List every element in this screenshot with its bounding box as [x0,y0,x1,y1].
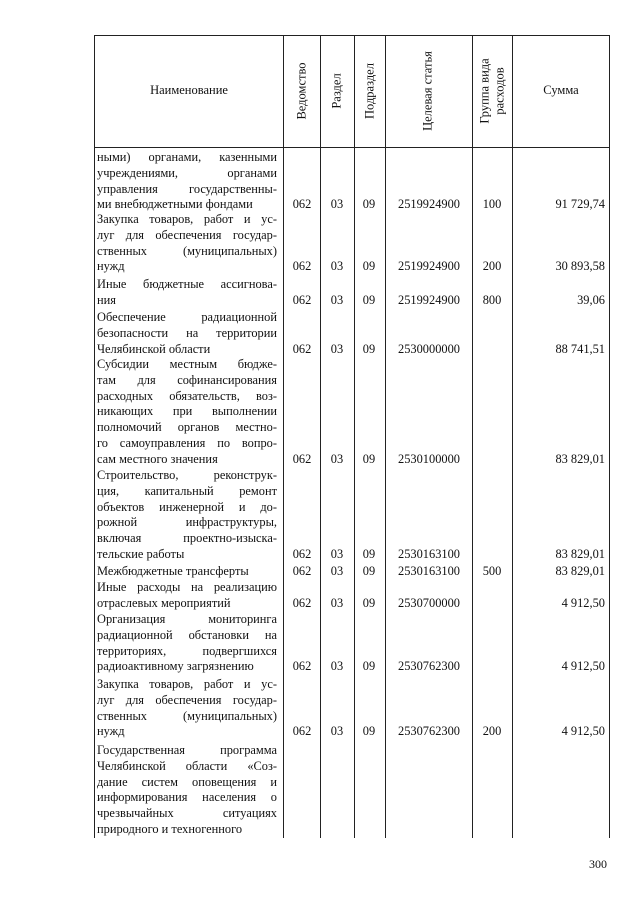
col-line-3 [354,35,355,838]
row-name-line: полномочий органов местно- [97,420,277,435]
row-name-line: отраслевых мероприятий [97,595,231,610]
header-vedomstvo: Ведомство [294,62,309,120]
row-name-line: Организация мониторинга [97,612,277,626]
row-name-line: никающих при выполнении [97,404,277,419]
header-celevaya-statya: Целевая статья [420,51,435,131]
col-line-4 [385,35,386,838]
row-podrazdel: 09 [362,724,376,739]
row-razdel: 03 [330,259,344,274]
header-razdel: Раздел [329,73,344,109]
row-name-line: чрезвычайных ситуациях [97,806,277,821]
row-gruppa: 200 [482,724,502,739]
row-razdel: 03 [330,547,344,561]
row-celevaya-statya: 2530163100 [398,547,460,561]
row-name-line: расходных обязательств, воз- [97,388,277,403]
header-bottom-line [94,147,610,148]
row-name [97,612,277,675]
row-name-line: Челябинской области [97,341,211,356]
row-name [97,212,277,275]
row-name-line: луг для обеспечения государ- [97,692,277,707]
page-number: 300 [589,857,607,871]
row-name-line: Межбюджетные трансферты [97,564,249,578]
row-vedomstvo: 062 [292,259,312,274]
row-celevaya-statya: 2530700000 [398,595,460,610]
col-line-0 [94,35,95,838]
row-gruppa: 100 [482,197,502,212]
row-name-line: тельские работы [97,546,185,561]
row-podrazdel: 09 [362,659,376,674]
row-celevaya-statya: 2530762300 [398,659,460,674]
row-name-line: территориях, подвергшихся [97,643,277,658]
row-summa: 91 729,74 [555,197,605,212]
header-podrazdel: Подраздел [362,63,377,119]
col-line-7 [609,35,610,838]
row-name-line: го самоуправления по вопро- [97,435,277,450]
row-celevaya-statya: 2530762300 [398,724,460,739]
row-vedomstvo: 062 [292,564,312,578]
row-summa: 83 829,01 [555,564,605,578]
row-name-line: ственных (муниципальных) [97,708,277,723]
row-name-line: информирования населения о [97,790,277,805]
row-name-line: Иные бюджетные ассигнова- [97,277,277,291]
row-name-line: включая проектно-изыска- [97,531,277,546]
row-podrazdel: 09 [362,341,376,356]
row-name-line: ния [97,292,116,307]
row-name-line: Закупка товаров, работ и ус- [97,212,277,226]
header-gruppa-line1: Группа вида [477,58,492,124]
row-podrazdel: 09 [362,547,376,561]
row-vedomstvo: 062 [292,341,312,356]
row-name-line: управления государственны- [97,181,277,196]
row-name-line: ными) органами, казенными [97,150,277,164]
row-celevaya-statya: 2519924900 [398,259,460,274]
row-name-line: луг для обеспечения государ- [97,227,277,242]
row-name-line: Обеспечение радиационной [97,310,277,324]
row-name [97,564,277,580]
row-celevaya-statya: 2530100000 [398,451,460,466]
row-celevaya-statya: 2519924900 [398,292,460,307]
row-razdel: 03 [330,595,344,610]
row-celevaya-statya: 2530000000 [398,341,460,356]
row-name-line: рожной инфраструктуры, [97,515,277,530]
row-name [97,468,277,563]
row-name-line: учреждениями, органами [97,165,277,180]
row-gruppa: 200 [482,259,502,274]
row-name [97,150,277,213]
row-vedomstvo: 062 [292,659,312,674]
row-vedomstvo: 062 [292,197,312,212]
row-name-line: природного и техногенного [97,821,243,836]
row-name [97,277,277,309]
row-name [97,677,277,740]
row-razdel: 03 [330,564,344,578]
row-name-line: сам местного значения [97,451,218,466]
col-line-1 [283,35,284,838]
row-vedomstvo: 062 [292,595,312,610]
row-name [97,743,277,838]
header-name: Наименование [150,83,228,97]
row-podrazdel: 09 [362,197,376,212]
row-name-line: Закупка товаров, работ и ус- [97,677,277,691]
row-celevaya-statya: 2519924900 [398,197,460,212]
row-summa: 30 893,58 [555,259,605,274]
row-summa: 4 912,50 [561,659,605,674]
row-name-line: Челябинской области «Соз- [97,758,277,773]
row-vedomstvo: 062 [292,724,312,739]
row-razdel: 03 [330,724,344,739]
row-summa: 39,06 [577,292,605,307]
row-name-line: Иные расходы на реализацию [97,580,277,594]
row-gruppa: 500 [482,564,502,578]
row-vedomstvo: 062 [292,451,312,466]
col-line-2 [320,35,321,838]
row-name-line: Строительство, реконструк- [97,468,277,482]
row-razdel: 03 [330,292,344,307]
row-name-line: нужд [97,259,125,274]
row-name-line: Государственная программа [97,743,277,757]
row-name-line: ция, капитальный ремонт [97,483,277,498]
row-name [97,357,277,468]
col-line-5 [472,35,473,838]
row-name-line: ственных (муниципальных) [97,243,277,258]
row-name-line: Субсидии местным бюдже- [97,357,277,371]
row-vedomstvo: 062 [292,292,312,307]
row-name-line: там для софинансирования [97,372,277,387]
row-razdel: 03 [330,659,344,674]
row-name [97,310,277,357]
row-name-line: радиационной обстановки на [97,627,277,642]
row-vedomstvo: 062 [292,547,312,561]
row-name-line: дание систем оповещения и [97,774,277,789]
row-name-line: радиоактивному загрязнению [97,659,254,674]
row-name-line: нужд [97,724,125,739]
col-line-6 [512,35,513,838]
row-name-line: безопасности на территории [97,325,277,340]
row-podrazdel: 09 [362,564,376,578]
row-podrazdel: 09 [362,451,376,466]
row-summa: 88 741,51 [555,341,605,356]
row-celevaya-statya: 2530163100 [398,564,460,578]
row-summa: 4 912,50 [561,724,605,739]
row-summa: 83 829,01 [555,547,605,561]
row-summa: 4 912,50 [561,595,605,610]
row-razdel: 03 [330,451,344,466]
row-podrazdel: 09 [362,595,376,610]
table-border-top [94,35,610,36]
row-podrazdel: 09 [362,292,376,307]
row-name [97,580,277,612]
header-summa: Сумма [543,83,579,97]
row-summa: 83 829,01 [555,451,605,466]
row-razdel: 03 [330,197,344,212]
row-name-line: объектов инженерной и до- [97,499,277,514]
row-gruppa: 800 [482,292,502,307]
row-podrazdel: 09 [362,259,376,274]
row-name-line: ми внебюджетными фондами [97,197,253,212]
header-gruppa-line2: расходов [492,67,507,115]
row-razdel: 03 [330,341,344,356]
